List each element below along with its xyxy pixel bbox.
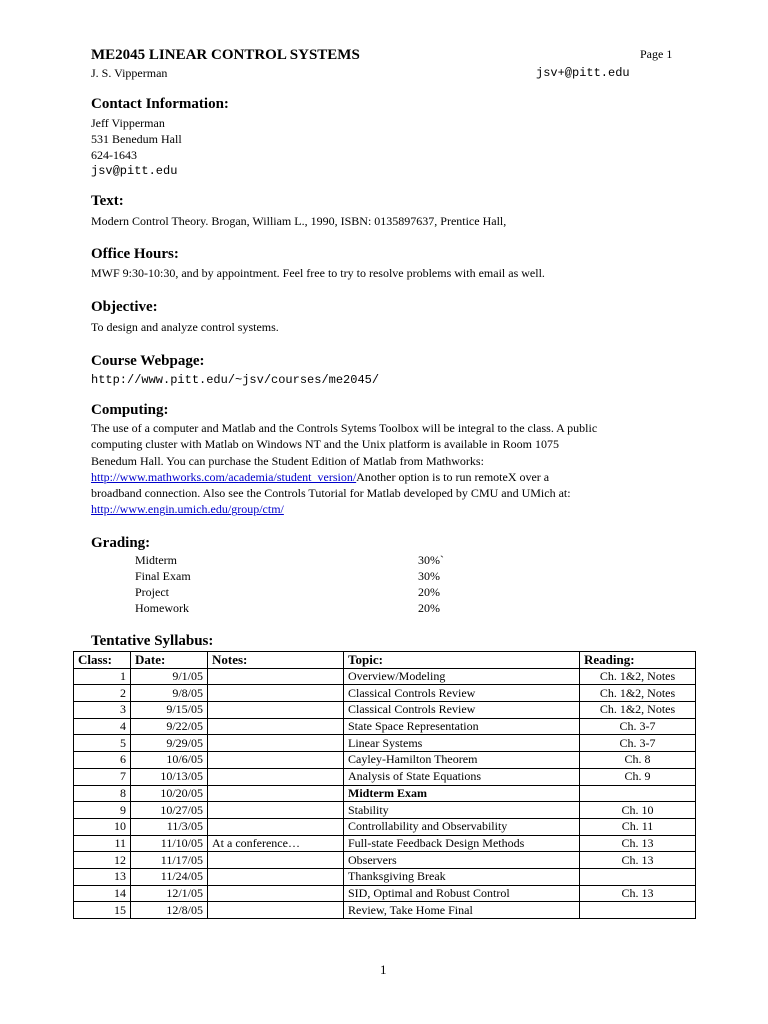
cell-date: 9/1/05 — [131, 668, 208, 685]
cell-reading: Ch. 1&2, Notes — [580, 702, 696, 719]
cell-topic: Midterm Exam — [344, 785, 580, 802]
computing-paragraph — [91, 420, 691, 518]
contact-phone: 624-1643 — [91, 148, 137, 162]
col-header-reading: Reading: — [580, 652, 696, 669]
cell-reading: Ch. 8 — [580, 752, 696, 769]
cell-date: 10/27/05 — [131, 802, 208, 819]
grading-value: 20% — [418, 585, 440, 599]
cell-topic: Controllability and Observability — [344, 818, 580, 835]
cell-notes — [208, 818, 344, 835]
cell-topic: State Space Representation — [344, 718, 580, 735]
cell-reading: Ch. 3-7 — [580, 718, 696, 735]
grading-label: Project — [135, 585, 169, 599]
grading-heading: Grading: — [91, 535, 151, 551]
table-row — [74, 835, 696, 852]
cell-notes — [208, 852, 344, 869]
cell-reading: Ch. 13 — [580, 835, 696, 852]
cell-class: 10 — [74, 818, 131, 835]
cell-date: 9/22/05 — [131, 718, 208, 735]
table-row — [74, 868, 696, 885]
document-title: ME2045 LINEAR CONTROL SYSTEMS — [91, 47, 360, 63]
table-row — [74, 785, 696, 802]
syllabus-header-row — [74, 652, 696, 669]
cell-notes: At a conference… — [208, 835, 344, 852]
cell-topic: Overview/Modeling — [344, 668, 580, 685]
cell-reading: Ch. 1&2, Notes — [580, 685, 696, 702]
cell-notes — [208, 668, 344, 685]
table-row — [74, 718, 696, 735]
grading-value: 30%` — [418, 553, 444, 567]
grading-value: 20% — [418, 601, 440, 615]
cell-class: 9 — [74, 802, 131, 819]
computing-line-3: Benedum Hall. You can purchase the Student Edition of Matlab from Mathworks: — [91, 453, 484, 468]
cell-date: 9/15/05 — [131, 702, 208, 719]
cell-class: 7 — [74, 768, 131, 785]
matlab-student-link[interactable]: http://www.mathworks.com/academia/student_version/ — [91, 469, 357, 484]
computing-line-5: broadband connection. Also see the Controls Tutorial for Matlab developed by CMU and UMich at: — [91, 486, 571, 501]
cell-class: 15 — [74, 902, 131, 919]
cell-class: 5 — [74, 735, 131, 752]
cell-topic: Classical Controls Review — [344, 685, 580, 702]
text-heading: Text: — [91, 193, 124, 209]
cell-notes — [208, 902, 344, 919]
objective-body: To design and analyze control systems. — [91, 320, 279, 334]
cell-date: 11/17/05 — [131, 852, 208, 869]
cell-reading: Ch. 3-7 — [580, 735, 696, 752]
cell-notes — [208, 785, 344, 802]
cell-date: 10/6/05 — [131, 752, 208, 769]
page-label: Page 1 — [640, 47, 673, 61]
cell-date: 11/3/05 — [131, 818, 208, 835]
cell-notes — [208, 685, 344, 702]
table-row — [74, 902, 696, 919]
computing-line-4-text: Another option is to run remoteX over a — [356, 469, 550, 484]
syllabus-body — [74, 668, 696, 918]
author-name: J. S. Vipperman — [91, 66, 168, 80]
office-hours-body: MWF 9:30-10:30, and by appointment. Feel free to try to resolve problems with email as well. — [91, 266, 545, 280]
ctm-tutorial-link[interactable]: http://www.engin.umich.edu/group/ctm/ — [91, 502, 284, 517]
author-email: jsv+@pitt.edu — [536, 66, 630, 80]
col-header-notes: Notes: — [208, 652, 344, 669]
webpage-heading: Course Webpage: — [91, 353, 205, 369]
cell-class: 1 — [74, 668, 131, 685]
table-row — [74, 818, 696, 835]
table-row — [74, 768, 696, 785]
cell-date: 9/8/05 — [131, 685, 208, 702]
cell-date: 10/20/05 — [131, 785, 208, 802]
col-header-topic: Topic: — [344, 652, 580, 669]
cell-class: 2 — [74, 685, 131, 702]
contact-heading: Contact Information: — [91, 96, 229, 112]
cell-class: 13 — [74, 868, 131, 885]
col-header-class: Class: — [74, 652, 131, 669]
cell-notes — [208, 752, 344, 769]
cell-notes — [208, 802, 344, 819]
cell-reading — [580, 902, 696, 919]
objective-heading: Objective: — [91, 299, 158, 315]
cell-topic: SID, Optimal and Robust Control — [344, 885, 580, 902]
contact-name: Jeff Vipperman — [91, 116, 165, 130]
cell-topic: Cayley-Hamilton Theorem — [344, 752, 580, 769]
cell-date: 11/24/05 — [131, 868, 208, 885]
cell-date: 10/13/05 — [131, 768, 208, 785]
cell-topic: Full-state Feedback Design Methods — [344, 835, 580, 852]
cell-class: 8 — [74, 785, 131, 802]
cell-date: 12/1/05 — [131, 885, 208, 902]
cell-reading — [580, 868, 696, 885]
cell-topic: Stability — [344, 802, 580, 819]
page-number: 1 — [380, 962, 387, 977]
table-row — [74, 702, 696, 719]
grading-label: Homework — [135, 601, 189, 615]
cell-notes — [208, 718, 344, 735]
computing-line-6 — [91, 501, 691, 517]
col-header-date: Date: — [131, 652, 208, 669]
cell-date: 12/8/05 — [131, 902, 208, 919]
cell-reading: Ch. 13 — [580, 885, 696, 902]
table-row — [74, 885, 696, 902]
table-row — [74, 852, 696, 869]
cell-topic: Thanksgiving Break — [344, 868, 580, 885]
cell-reading: Ch. 10 — [580, 802, 696, 819]
office-hours-heading: Office Hours: — [91, 246, 179, 262]
contact-email: jsv@pitt.edu — [91, 164, 178, 178]
text-body: Modern Control Theory. Brogan, William L., 1990, ISBN: 0135897637, Prentice Hall, — [91, 214, 507, 228]
cell-reading: Ch. 1&2, Notes — [580, 668, 696, 685]
table-row — [74, 735, 696, 752]
cell-class: 4 — [74, 718, 131, 735]
cell-notes — [208, 735, 344, 752]
cell-date: 9/29/05 — [131, 735, 208, 752]
cell-reading: Ch. 13 — [580, 852, 696, 869]
syllabus-heading: Tentative Syllabus: — [91, 633, 214, 649]
cell-date: 11/10/05 — [131, 835, 208, 852]
cell-class: 6 — [74, 752, 131, 769]
grading-value: 30% — [418, 569, 440, 583]
table-row — [74, 802, 696, 819]
computing-heading: Computing: — [91, 402, 169, 418]
table-row — [74, 752, 696, 769]
computing-line-1: The use of a computer and Matlab and the Controls Sytems Toolbox will be integral to the class. A public — [91, 421, 598, 435]
computing-line-2: computing cluster with Matlab on Windows NT and the Unix platform is available in Room 1075 — [91, 437, 560, 452]
computing-line-4 — [91, 469, 691, 485]
cell-reading: Ch. 11 — [580, 818, 696, 835]
grading-label: Final Exam — [135, 569, 191, 583]
cell-topic: Analysis of State Equations — [344, 768, 580, 785]
grading-label: Midterm — [135, 553, 177, 567]
syllabus-table — [73, 651, 696, 919]
cell-class: 14 — [74, 885, 131, 902]
cell-notes — [208, 885, 344, 902]
cell-topic: Review, Take Home Final — [344, 902, 580, 919]
cell-class: 3 — [74, 702, 131, 719]
cell-reading — [580, 785, 696, 802]
webpage-url[interactable]: http://www.pitt.edu/~jsv/courses/me2045/ — [91, 373, 380, 387]
cell-reading: Ch. 9 — [580, 768, 696, 785]
cell-class: 12 — [74, 852, 131, 869]
cell-notes — [208, 768, 344, 785]
contact-office: 531 Benedum Hall — [91, 132, 182, 146]
table-row — [74, 685, 696, 702]
cell-topic: Linear Systems — [344, 735, 580, 752]
cell-topic: Observers — [344, 852, 580, 869]
cell-topic: Classical Controls Review — [344, 702, 580, 719]
cell-notes — [208, 868, 344, 885]
table-row — [74, 668, 696, 685]
cell-notes — [208, 702, 344, 719]
cell-class: 11 — [74, 835, 131, 852]
